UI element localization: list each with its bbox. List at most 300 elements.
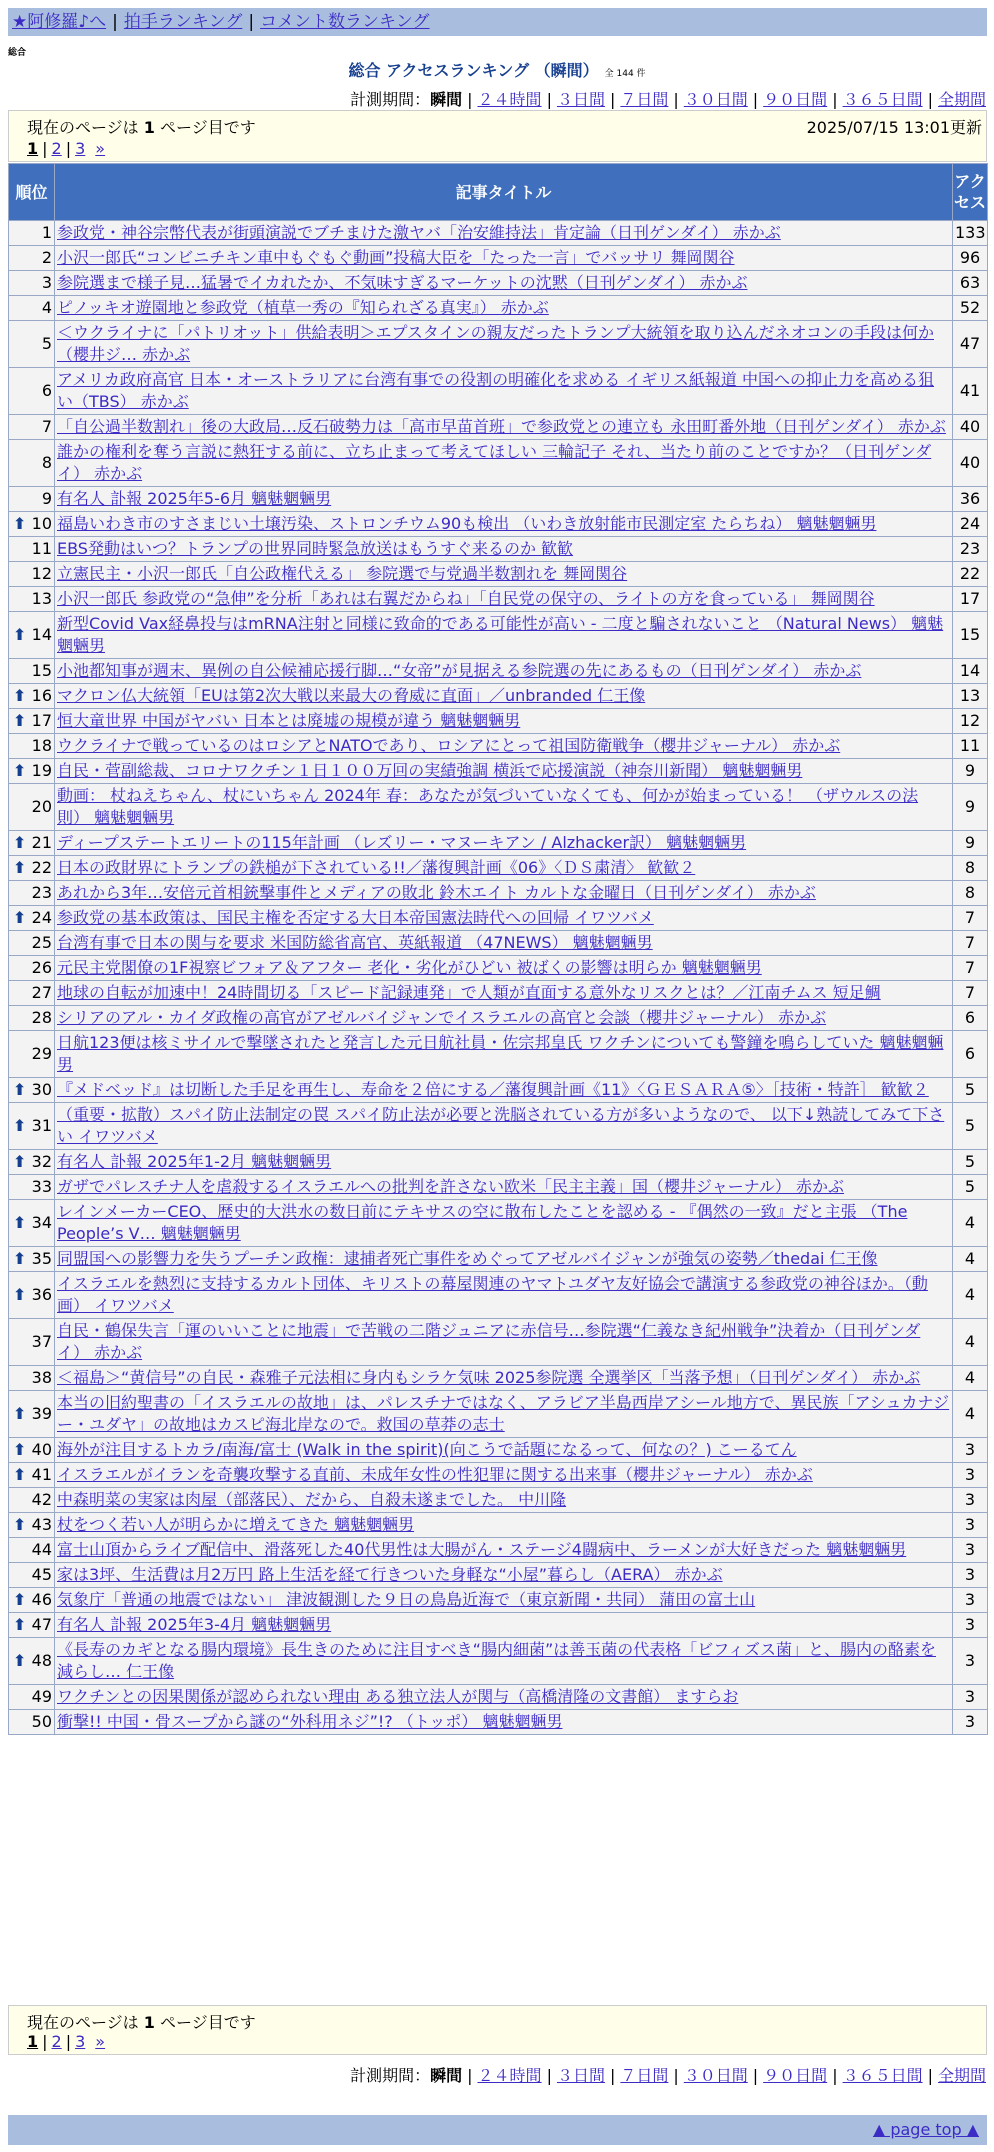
title-cell [55, 1488, 953, 1513]
rank-up-arrow-icon: ⬆ [13, 1213, 27, 1232]
rank-up-arrow-icon: ⬆ [13, 1651, 27, 1670]
rank-cell [9, 1078, 55, 1103]
rank-up-arrow-icon: ⬆ [13, 686, 27, 705]
pager-current: 1 [27, 139, 39, 158]
top-nav-bar [8, 8, 987, 36]
table-row [9, 1366, 988, 1391]
table-row [9, 881, 988, 906]
period-link-24h[interactable]: ２４時間 [477, 90, 542, 109]
access-count: 36 [953, 487, 988, 512]
period-current: 瞬間 [430, 2066, 463, 2085]
period-link-7d[interactable]: ７日間 [620, 2066, 669, 2085]
table-row [9, 221, 988, 246]
title-cell [55, 368, 953, 415]
article-title-link[interactable]: ウクライナで戦っているのはロシアとNATOであり、ロシアにとって祖国防衛戦争（櫻井ジャーナル） 赤かぶ [57, 736, 841, 755]
rank-number: 22 [31, 858, 52, 877]
rank-cell [9, 881, 55, 906]
title-cell [55, 684, 953, 709]
access-count: 41 [953, 368, 988, 415]
period-link-365d[interactable]: ３６５日間 [842, 2066, 923, 2085]
article-title-link[interactable]: 有名人 訃報 2025年1-2月 魑魅魍魎男 [57, 1152, 332, 1171]
table-row [9, 1588, 988, 1613]
rank-up-arrow-icon: ⬆ [13, 1404, 27, 1423]
access-count: 23 [953, 537, 988, 562]
table-row [9, 1710, 988, 1735]
title-cell [55, 512, 953, 537]
article-title-link[interactable]: シリアのアル・カイダ政権の高官がアゼルバイジャンでイスラエルの高官と会談（櫻井ジャーナル） 赤かぶ [57, 1008, 827, 1027]
rank-cell [9, 368, 55, 415]
rank-cell [9, 487, 55, 512]
access-count: 3 [953, 1488, 988, 1513]
rank-cell [9, 1588, 55, 1613]
article-title-link[interactable]: マクロン仏大統領「EUは第2次大戦以来最大の脅威に直面」／unbranded 仁王像 [57, 686, 646, 705]
access-count: 6 [953, 1006, 988, 1031]
article-title-link[interactable]: 海外が注目するトカラ/南海/富士 (Walk in the spirit)(向こうで話題になるって、何なの？) こーるてん [57, 1440, 797, 1459]
page-info-suffix: ページ目です [154, 2013, 256, 2032]
access-count: 4 [953, 1391, 988, 1438]
page-title [0, 58, 994, 81]
rank-number: 38 [31, 1368, 52, 1387]
header-access: アクセス [953, 164, 988, 221]
page-info-number: 1 [143, 2013, 155, 2032]
title-cell [55, 881, 953, 906]
article-title-link[interactable]: 有名人 訃報 2025年3-4月 魑魅魍魎男 [57, 1615, 332, 1634]
rank-up-arrow-icon: ⬆ [13, 1590, 27, 1609]
rank-cell [9, 1638, 55, 1685]
access-count: 96 [953, 246, 988, 271]
table-row [9, 1438, 988, 1463]
rank-cell [9, 1247, 55, 1272]
title-cell [55, 612, 953, 659]
article-title-link[interactable]: 元民主党閣僚の1F視察ビフォア＆アフター 老化・劣化がひどい 被ばくの影響は明らか 魑魅魍魎男 [57, 958, 762, 977]
article-title-link[interactable]: 動画： 杖ねえちゃん、杖にいちゃん 2024年 春：あなたが気づいていなくても、何かが始まっている！ （ザウルスの法則） 魑魅魍魎男 [57, 786, 919, 827]
rank-cell [9, 1031, 55, 1078]
access-count: 3 [953, 1513, 988, 1538]
rank-number: 10 [31, 514, 52, 533]
article-title-link[interactable]: ピノッキオ遊園地と参政党（植草一秀の『知られざる真実』） 赤かぶ [57, 298, 549, 317]
rank-cell [9, 684, 55, 709]
article-title-link[interactable]: EBS発動はいつ？トランプの世界同時緊急放送はもうすぐ来るのか 歓歓 [57, 539, 574, 558]
article-title-link[interactable]: イスラエルがイランを奇襲攻撃する直前、未成年女性の性犯罪に関する出来事（櫻井ジャーナル） 赤かぶ [57, 1465, 813, 1484]
table-row [9, 1538, 988, 1563]
period-selector-top: 計測期間：瞬間 | ２４時間 | ３日間 | ７日間 | ３０日間 | ９０日間 | ３６５日間 | 全期間 [350, 90, 986, 109]
period-link-3d[interactable]: ３日間 [556, 90, 605, 109]
table-row [9, 321, 988, 368]
rank-cell [9, 981, 55, 1006]
article-title-link[interactable]: 「自公過半数割れ」後の大政局…反石破勢力は「高市早苗首班」で参政党との連立も 永田町番外地（日刊ゲンダイ） 赤かぶ [57, 417, 946, 436]
title-cell [55, 440, 953, 487]
rank-number: 19 [31, 761, 52, 780]
access-count: 11 [953, 734, 988, 759]
article-title-link[interactable]: 立憲民主・小沢一郎氏「自公政権代える」 参院選で与党過半数割れを 舞岡関谷 [57, 564, 628, 583]
rank-number: 6 [41, 381, 52, 400]
table-row [9, 684, 988, 709]
title-cell [55, 1366, 953, 1391]
access-count: 52 [953, 296, 988, 321]
rank-cell [9, 221, 55, 246]
rank-cell [9, 321, 55, 368]
table-row [9, 296, 988, 321]
title-cell [55, 562, 953, 587]
title-cell [55, 1685, 953, 1710]
bottom-bar [8, 2115, 987, 2145]
rank-cell [9, 537, 55, 562]
title-cell [55, 759, 953, 784]
table-row [9, 587, 988, 612]
article-title-link[interactable]: 地球の自転が加速中！24時間切る「スピード記録連発」で人類が直面する意外なリスクとは？／江南チムス 短足鯛 [57, 983, 881, 1002]
rank-cell [9, 1513, 55, 1538]
title-cell [55, 1319, 953, 1366]
rank-up-arrow-icon: ⬆ [13, 833, 27, 852]
rank-cell [9, 415, 55, 440]
article-title-link[interactable]: 本当の旧約聖書の「イスラエルの故地」は、パレスチナではなく、アラビア半島西岸アシール地方で、異民族「アシュカナジー・ユダヤ」の故地はカスピ海北岸なので。救国の草莽の志士 [57, 1393, 950, 1434]
rank-cell [9, 271, 55, 296]
article-title-link[interactable]: 参政党の基本政策は、国民主権を否定する大日本帝国憲法時代への回帰 イワツバメ [57, 908, 654, 927]
rank-cell [9, 1488, 55, 1513]
table-row [9, 1685, 988, 1710]
rank-up-arrow-icon: ⬆ [13, 625, 27, 644]
page-info-box-bottom [8, 2005, 987, 2055]
table-row [9, 1391, 988, 1438]
access-count: 3 [953, 1438, 988, 1463]
article-title-link[interactable]: 参政党・神谷宗幣代表が街頭演説でブチまけた激ヤバ「治安維持法」肯定論（日刊ゲンダイ） 赤かぶ [57, 223, 781, 242]
rank-cell [9, 759, 55, 784]
rank-up-arrow-icon: ⬆ [13, 1080, 27, 1099]
period-link-24h[interactable]: ２４時間 [477, 2066, 542, 2085]
table-row [9, 856, 988, 881]
table-row [9, 1563, 988, 1588]
rank-cell [9, 1366, 55, 1391]
article-title-link[interactable]: 小沢一郎氏“コンビニチキン車中もぐもぐ動画”投稿大臣を「たった一言」でバッサリ 舞岡関谷 [57, 248, 735, 267]
rank-up-arrow-icon: ⬆ [13, 1465, 27, 1484]
table-row [9, 734, 988, 759]
access-count: 3 [953, 1710, 988, 1735]
article-title-link[interactable]: 台湾有事で日本の関与を要求 米国防総省高官、英紙報道 （47NEWS） 魑魅魍魎男 [57, 933, 653, 952]
rank-number: 25 [31, 933, 52, 952]
table-row [9, 1150, 988, 1175]
page-info-suffix: ページ目です [154, 118, 256, 137]
access-count: 9 [953, 831, 988, 856]
nav-comment-ranking-link[interactable]: コメント数ランキング [260, 12, 430, 32]
rank-number: 5 [41, 334, 52, 353]
rank-cell [9, 1175, 55, 1200]
article-title-link[interactable]: ガザでパレスチナ人を虐殺するイスラエルへの批判を許さない欧米「民主主義」国（櫻井ジャーナル） 赤かぶ [57, 1177, 845, 1196]
title-cell [55, 931, 953, 956]
table-row [9, 759, 988, 784]
rank-cell [9, 587, 55, 612]
rank-up-arrow-icon: ⬆ [13, 1249, 27, 1268]
rank-cell [9, 512, 55, 537]
nav-home-link[interactable]: ★阿修羅♪へ [12, 12, 107, 32]
access-count: 7 [953, 931, 988, 956]
page-info-number: 1 [143, 118, 155, 137]
period-label: 計測期間： [350, 2066, 431, 2085]
table-row [9, 1463, 988, 1488]
access-count: 22 [953, 562, 988, 587]
article-title-link[interactable]: 衝撃!! 中国・骨スープから謎の“外科用ネジ”!? （トッポ） 魑魅魍魎男 [57, 1712, 563, 1731]
rank-number: 45 [31, 1565, 52, 1584]
rank-number: 23 [31, 883, 52, 902]
table-row [9, 1078, 988, 1103]
pager-next[interactable]: » [95, 139, 106, 158]
nav-applause-ranking-link[interactable]: 拍手ランキング [123, 12, 243, 32]
table-row [9, 537, 988, 562]
title-cell [55, 1438, 953, 1463]
rank-number: 1 [41, 223, 52, 242]
rank-up-arrow-icon: ⬆ [13, 858, 27, 877]
title-cell [55, 709, 953, 734]
access-count: 40 [953, 440, 988, 487]
page-top-link[interactable]: ▲ page top ▲ [872, 2120, 979, 2139]
rank-cell [9, 1613, 55, 1638]
rank-cell [9, 1150, 55, 1175]
access-count: 4 [953, 1200, 988, 1247]
article-title-link[interactable]: イスラエルを熱烈に支持するカルト団体、キリストの幕屋関連のヤマトユダヤ友好協会で講演する参政党の神谷ほか。（動画） イワツバメ [57, 1274, 928, 1315]
access-count: 7 [953, 906, 988, 931]
table-row [9, 981, 988, 1006]
table-row [9, 512, 988, 537]
title-cell [55, 1710, 953, 1735]
rank-number: 46 [31, 1590, 52, 1609]
nav-separator: | [112, 12, 118, 32]
title-cell [55, 856, 953, 881]
article-title-link[interactable]: 『メドベッド』は切断した手足を再生し、寿命を２倍にする／藩復興計画《11》〈ＧＥＳＡＲＡ⑤〉［技術・特許］ 歓歓２ [57, 1080, 929, 1099]
rank-cell [9, 1710, 55, 1735]
rank-cell [9, 1438, 55, 1463]
rank-cell [9, 784, 55, 831]
article-title-link[interactable]: あれから3年…安倍元首相銃撃事件とメディアの敗北 鈴木エイト カルトな金曜日（日刊ゲンダイ） 赤かぶ [57, 883, 816, 902]
article-title-link[interactable]: 小池都知事が週末、異例の自公候補応援行脚…“女帝”が見据える参院選の先にあるもの（日刊ゲンダイ） 赤かぶ [57, 661, 862, 680]
table-row [9, 612, 988, 659]
article-title-link[interactable]: 新型Covid Vax経鼻投与はmRNA注射と同様に致命的である可能性が高い - 二度と騙されないこと （Natural News） 魑魅魍魎男 [57, 614, 944, 655]
article-title-link[interactable]: レインメーカーCEO、歴史的大洪水の数日前にテキサスの空に散布したことを認める - 『偶然の一致』だと主張 （The People’s V… 魑魅魍魎男 [57, 1202, 908, 1243]
table-row [9, 415, 988, 440]
title-cell [55, 734, 953, 759]
rank-number: 13 [31, 589, 52, 608]
article-title-link[interactable]: 家は3坪、生活費は月2万円 路上生活を経て行きついた身軽な“小屋”暮らし（AERA） 赤かぶ [57, 1565, 723, 1584]
rank-number: 39 [31, 1404, 52, 1423]
page-info-prefix: 現在のページは [27, 2013, 144, 2032]
table-row [9, 562, 988, 587]
article-title-link[interactable]: ＜福島＞“黄信号”の自民・森雅子元法相に身内もシラケ気味 2025参院選 全選挙区「当落予想」（日刊ゲンダイ） 赤かぶ [57, 1368, 921, 1387]
pager-next[interactable]: » [95, 2032, 106, 2051]
period-current: 瞬間 [430, 90, 463, 109]
article-title-link[interactable]: （重要・拡散）スパイ防止法制定の罠 スパイ防止法が必要と洗脳されている方が多いようなので、 以下↓熟読してみて下さい イワツバメ [57, 1105, 945, 1146]
rank-number: 48 [31, 1651, 52, 1670]
rank-number: 37 [31, 1332, 52, 1351]
article-title-link[interactable]: 小沢一郎氏 参政党の“急伸”を分析「あれは右翼だからね」「自民党の保守の、ライトの方を食っている」 舞岡関谷 [57, 589, 875, 608]
article-title-link[interactable]: 日本の政財界にトランプの鉄槌が下されている!!／藩復興計画《06》〈ＤＳ粛清〉 歓歓２ [57, 858, 696, 877]
title-cell [55, 956, 953, 981]
title-cell [55, 1638, 953, 1685]
rank-up-arrow-icon: ⬆ [13, 1515, 27, 1534]
pager-top: 1 | 2 | 3 » [27, 139, 106, 158]
title-cell [55, 1150, 953, 1175]
title-cell [55, 1031, 953, 1078]
rank-number: 4 [41, 298, 52, 317]
header-title: 記事タイトル [55, 164, 953, 221]
article-title-link[interactable]: ワクチンとの因果関係が認められない理由 ある独立法人が関与（高橋清隆の文書館） ますらお [57, 1687, 739, 1706]
rank-number: 12 [31, 564, 52, 583]
rank-number: 31 [31, 1116, 52, 1135]
article-title-link[interactable]: 自民・鶴保失言「運のいいことに地震」で苦戦の二階ジュニアに赤信号…参院選“仁義なき紀州戦争”決着か（日刊ゲンダイ） 赤かぶ [57, 1321, 921, 1362]
table-row [9, 709, 988, 734]
title-cell [55, 1175, 953, 1200]
rank-cell [9, 856, 55, 881]
pager-page-3[interactable]: 3 [75, 139, 86, 158]
access-count: 47 [953, 321, 988, 368]
period-link-30d[interactable]: ３０日間 [683, 90, 748, 109]
rank-up-arrow-icon: ⬆ [13, 1116, 27, 1135]
nav-separator: | [248, 12, 255, 32]
article-title-link[interactable]: ディープステートエリートの115年計画 （レズリー・マヌーキアン / Alzhacker訳） 魑魅魍魎男 [57, 833, 747, 852]
access-count: 4 [953, 1366, 988, 1391]
article-title-link[interactable]: アメリカ政府高官 日本・オーストラリアに台湾有事での役割の明確化を求める イギリス紙報道 中国への抑止力を高める狙い（TBS） 赤かぶ [57, 370, 935, 411]
title-cell [55, 1272, 953, 1319]
title-cell [55, 246, 953, 271]
title-cell [55, 1538, 953, 1563]
access-count: 3 [953, 1613, 988, 1638]
table-row [9, 1031, 988, 1078]
pager-page-2[interactable]: 2 [51, 139, 62, 158]
title-cell [55, 1563, 953, 1588]
table-row [9, 931, 988, 956]
title-cell [55, 1200, 953, 1247]
period-link-3d[interactable]: ３日間 [556, 2066, 605, 2085]
access-count: 9 [953, 759, 988, 784]
table-row [9, 1103, 988, 1150]
article-title-link[interactable]: 杖をつく若い人が明らかに増えてきた 魑魅魍魎男 [57, 1515, 415, 1534]
ranking-table-body [9, 221, 988, 1735]
rank-up-arrow-icon: ⬆ [13, 1615, 27, 1634]
title-cell [55, 659, 953, 684]
table-row [9, 956, 988, 981]
article-title-link[interactable]: 有名人 訃報 2025年5-6月 魑魅魍魎男 [57, 489, 332, 508]
rank-cell [9, 734, 55, 759]
rank-cell [9, 1103, 55, 1150]
rank-number: 42 [31, 1490, 52, 1509]
rank-cell [9, 1563, 55, 1588]
table-row [9, 1247, 988, 1272]
title-cell [55, 784, 953, 831]
article-title-link[interactable]: ＜ウクライナに「パトリオット」供給表明＞エプスタインの親友だったトランプ大統領を取り込んだネオコンの手段は何か（櫻井ジ… 赤かぶ [57, 323, 934, 364]
rank-number: 18 [31, 736, 52, 755]
title-cell [55, 1103, 953, 1150]
rank-number: 34 [31, 1213, 52, 1232]
rank-number: 20 [31, 797, 52, 816]
access-count: 40 [953, 415, 988, 440]
access-count: 3 [953, 1463, 988, 1488]
access-count: 24 [953, 512, 988, 537]
period-link-all[interactable]: 全期間 [937, 90, 986, 109]
rank-up-arrow-icon: ⬆ [13, 761, 27, 780]
access-count: 5 [953, 1103, 988, 1150]
access-count: 3 [953, 1538, 988, 1563]
article-title-link[interactable]: 中森明菜の実家は肉屋（部落民）、だから、自殺未遂までした。 中川隆 [57, 1490, 567, 1509]
access-count: 12 [953, 709, 988, 734]
access-count: 5 [953, 1078, 988, 1103]
article-title-link[interactable]: 恒大童世界 中国がヤバい 日本とは廃墟の規模が違う 魑魅魍魎男 [57, 711, 521, 730]
period-link-90d[interactable]: ９０日間 [763, 90, 828, 109]
rank-up-arrow-icon: ⬆ [13, 514, 27, 533]
rank-cell [9, 931, 55, 956]
article-title-link[interactable]: 日航123便は核ミサイルで撃墜されたと発言した元日航社員・佐宗邦皇氏 ワクチンについても警鐘を鳴らしていた 魑魅魍魎男 [57, 1033, 944, 1074]
rank-number: 9 [41, 489, 52, 508]
ranking-table [8, 163, 988, 1735]
access-count: 15 [953, 612, 988, 659]
rank-number: 44 [31, 1540, 52, 1559]
rank-cell [9, 1200, 55, 1247]
table-header-row [9, 164, 988, 221]
article-title-link[interactable]: 同盟国への影響力を失うプーチン政権：逮捕者死亡事件をめぐってアゼルバイジャンが強気の姿勢／thedai 仁王像 [57, 1249, 878, 1268]
article-title-link[interactable]: 気象庁「普通の地震ではない」 津波観測した９日の鳥島近海で（東京新聞・共同） 蒲田の富士山 [57, 1590, 756, 1609]
rank-cell [9, 1319, 55, 1366]
rank-number: 15 [31, 661, 52, 680]
rank-cell [9, 709, 55, 734]
rank-number: 33 [31, 1177, 52, 1196]
rank-number: 27 [31, 983, 52, 1002]
rank-number: 11 [31, 539, 52, 558]
page-title-text: 総合 アクセスランキング （瞬間） [348, 61, 599, 80]
title-cell [55, 537, 953, 562]
access-count: 14 [953, 659, 988, 684]
access-count: 6 [953, 1031, 988, 1078]
access-count: 4 [953, 1319, 988, 1366]
access-count: 5 [953, 1175, 988, 1200]
period-link-365d[interactable]: ３６５日間 [842, 90, 923, 109]
rank-cell [9, 1272, 55, 1319]
page-info-box-top [8, 110, 987, 162]
article-title-link[interactable]: 誰かの権利を奪う言説に熱狂する前に、立ち止まって考えてほしい 三輪記子 それ、当たり前のことですか？（日刊ゲンダイ） 赤かぶ [57, 442, 932, 483]
table-row [9, 906, 988, 931]
pager-current: 1 [27, 2032, 39, 2051]
access-count: 4 [953, 1247, 988, 1272]
access-count: 13 [953, 684, 988, 709]
rank-number: 21 [31, 833, 52, 852]
rank-up-arrow-icon: ⬆ [13, 908, 27, 927]
access-count: 3 [953, 1638, 988, 1685]
rank-number: 43 [31, 1515, 52, 1534]
article-title-link[interactable]: 《長寿のカギとなる腸内環境》長生きのために注目すべき“腸内細菌”は善玉菌の代表格「ビフィズス菌」と、腸内の酪素を減らし… 仁王像 [57, 1640, 936, 1681]
access-count: 8 [953, 881, 988, 906]
section-label: 総合 [8, 48, 27, 58]
rank-number: 29 [31, 1044, 52, 1063]
table-row [9, 1175, 988, 1200]
article-title-link[interactable]: 福島いわき市のすさまじい土壌汚染、ストロンチウム90も検出 （いわき放射能市民測定室 たらちね） 魑魅魍魎男 [57, 514, 877, 533]
period-link-all[interactable]: 全期間 [937, 2066, 986, 2085]
article-title-link[interactable]: 参院選まで様子見…猛暑でイカれたか、不気味すぎるマーケットの沈黙（日刊ゲンダイ） 赤かぶ [57, 273, 748, 292]
period-link-90d[interactable]: ９０日間 [763, 2066, 828, 2085]
article-title-link[interactable]: 自民・菅副総裁、コロナワクチン１日１００万回の実績強調 横浜で応援演説（神奈川新聞） 魑魅魍魎男 [57, 761, 803, 780]
period-link-7d[interactable]: ７日間 [620, 90, 669, 109]
rank-number: 36 [31, 1285, 52, 1304]
title-cell [55, 1078, 953, 1103]
title-cell [55, 831, 953, 856]
title-cell [55, 321, 953, 368]
pager-page-3[interactable]: 3 [75, 2032, 86, 2051]
pager-page-2[interactable]: 2 [51, 2032, 62, 2051]
table-row [9, 1272, 988, 1319]
title-cell [55, 1513, 953, 1538]
title-cell [55, 1588, 953, 1613]
table-row [9, 1319, 988, 1366]
period-link-30d[interactable]: ３０日間 [683, 2066, 748, 2085]
article-title-link[interactable]: 富士山頂からライブ配信中、滑落死した40代男性は大腸がん・ステージ4闘病中、ラーメンが大好きだった 魑魅魍魎男 [57, 1540, 907, 1559]
page-info [27, 115, 256, 138]
access-count: 5 [953, 1150, 988, 1175]
table-row [9, 368, 988, 415]
rank-cell [9, 1006, 55, 1031]
